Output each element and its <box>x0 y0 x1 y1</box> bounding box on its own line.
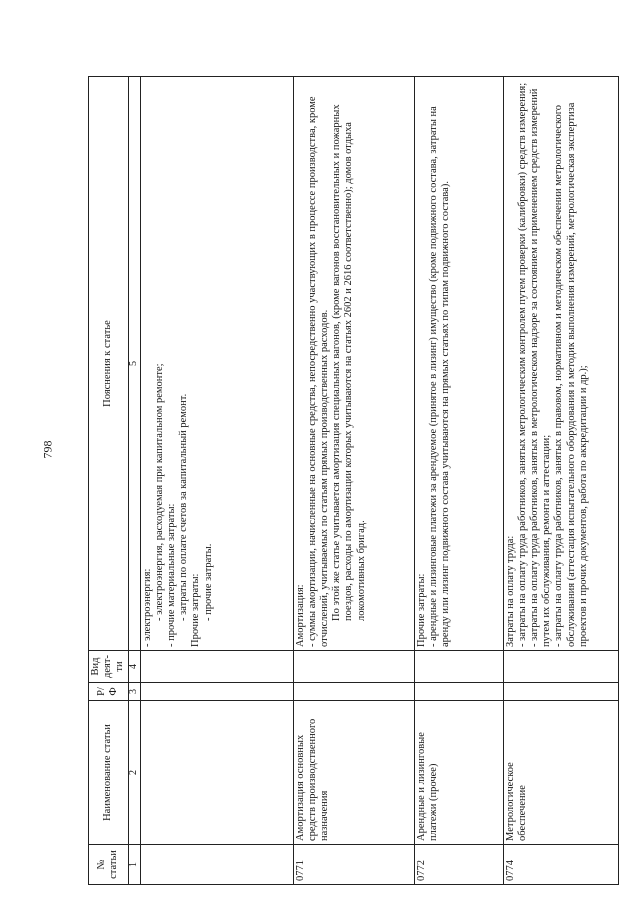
column-number: 4 <box>128 651 140 683</box>
table-row-0772 <box>414 77 503 885</box>
explanation-line: По этой же статье учитывается амортизация специальных вагонов, (кроме вагонов восстановительных и пожарных поездов, расходы по амортизации которых учитываются на статьях 2602 и 2616 соответственно); домов отдыха локомотивных бригад. <box>331 104 367 621</box>
explanation-line: - затраты на оплату труда работников, занятых в метрологическом надзоре за состоянием и применением средств измерений путем их обслуживания, ремонта и аттестации; <box>529 88 553 647</box>
cell-rf <box>414 683 503 701</box>
explanation-line: - затраты на оплату труда работников, занятых метрологическим контролем путем проверки (калибровки) средств измерения; <box>516 82 528 647</box>
cell-explanation <box>293 77 414 651</box>
cell-rf <box>293 683 414 701</box>
rotated-document <box>88 77 596 885</box>
cell-explanation <box>414 77 503 651</box>
header-row <box>89 77 129 885</box>
cell-name <box>140 701 293 845</box>
cell-kind <box>414 651 503 683</box>
cell-kind <box>140 651 293 683</box>
column-number: 3 <box>128 683 140 701</box>
page-number: 798 <box>40 440 55 459</box>
explanation-line: - затраты по оплате счетов за капитальный ремонт. <box>178 393 190 621</box>
table-row-continuation <box>140 77 293 885</box>
explanation-line: - прочие затраты. <box>202 543 214 621</box>
cell-kind <box>503 651 618 683</box>
column-number: 1 <box>128 845 140 885</box>
explanation-line: - электроэнергия, расходуемая при капитальном ремонте; <box>153 363 165 621</box>
header-name: Наименование статьи <box>89 701 129 845</box>
table-row-0771 <box>293 77 414 885</box>
explanation-line: Затраты на оплату труда: <box>504 535 516 647</box>
header-explanation: Пояснения к статье <box>89 77 129 651</box>
explanation-line: Прочие затраты: <box>190 573 202 647</box>
explanation-line: - арендные и лизинговые платежи за арендуемое (принятое в лизинг) имущество (кроме подвижного состава, затраты на аренду или лизинг подвижного состава учитываются на прямых статьях по типам подвижного состава). <box>427 106 452 647</box>
explanation-line: - затраты на оплату труда работников, занятых в правовом, нормативном и методическом обеспечении метрологического обслуживания (аттестация испытательного оборудования и методик выполнения измерений, метрологическая экспертиза проектов и прочих документов, работа по аккредитации и др.); <box>553 102 589 647</box>
cell-kind <box>293 651 414 683</box>
cell-name: Амортизация основных средств производственного назначения <box>293 701 414 845</box>
header-rf: Р/ Ф <box>89 683 129 701</box>
cell-code: 0772 <box>414 845 503 885</box>
column-number: 5 <box>128 77 140 651</box>
explanation-line: - электроэнергия: <box>141 568 153 647</box>
cell-code: 0774 <box>503 845 618 885</box>
cell-rf <box>140 683 293 701</box>
explanation-line: - прочие материальные затраты: <box>166 503 178 647</box>
cell-name: Метрологическое обеспечение <box>503 701 618 845</box>
cell-explanation <box>503 77 618 651</box>
cell-code <box>140 845 293 885</box>
header-num: № статьи <box>89 845 129 885</box>
header-kind: Вид деят-ти <box>89 651 129 683</box>
table-row-0774 <box>503 77 618 885</box>
expense-items-table <box>88 76 619 885</box>
explanation-line: - суммы амортизации, начисленные на основные средства, непосредственно участвующих в процессе производства, кроме отчислений, учитываемых по статьям прямых производственных расходов. <box>306 96 331 647</box>
explanation-line: Прочие затраты: <box>415 573 427 647</box>
cell-code: 0771 <box>293 845 414 885</box>
column-number-row <box>128 77 140 885</box>
explanation-line: Амортизация: <box>294 584 306 647</box>
cell-rf <box>503 683 618 701</box>
cell-name: Арендные и лизинговые платежи (прочее) <box>414 701 503 845</box>
column-number: 2 <box>128 701 140 845</box>
cell-explanation <box>140 77 293 651</box>
